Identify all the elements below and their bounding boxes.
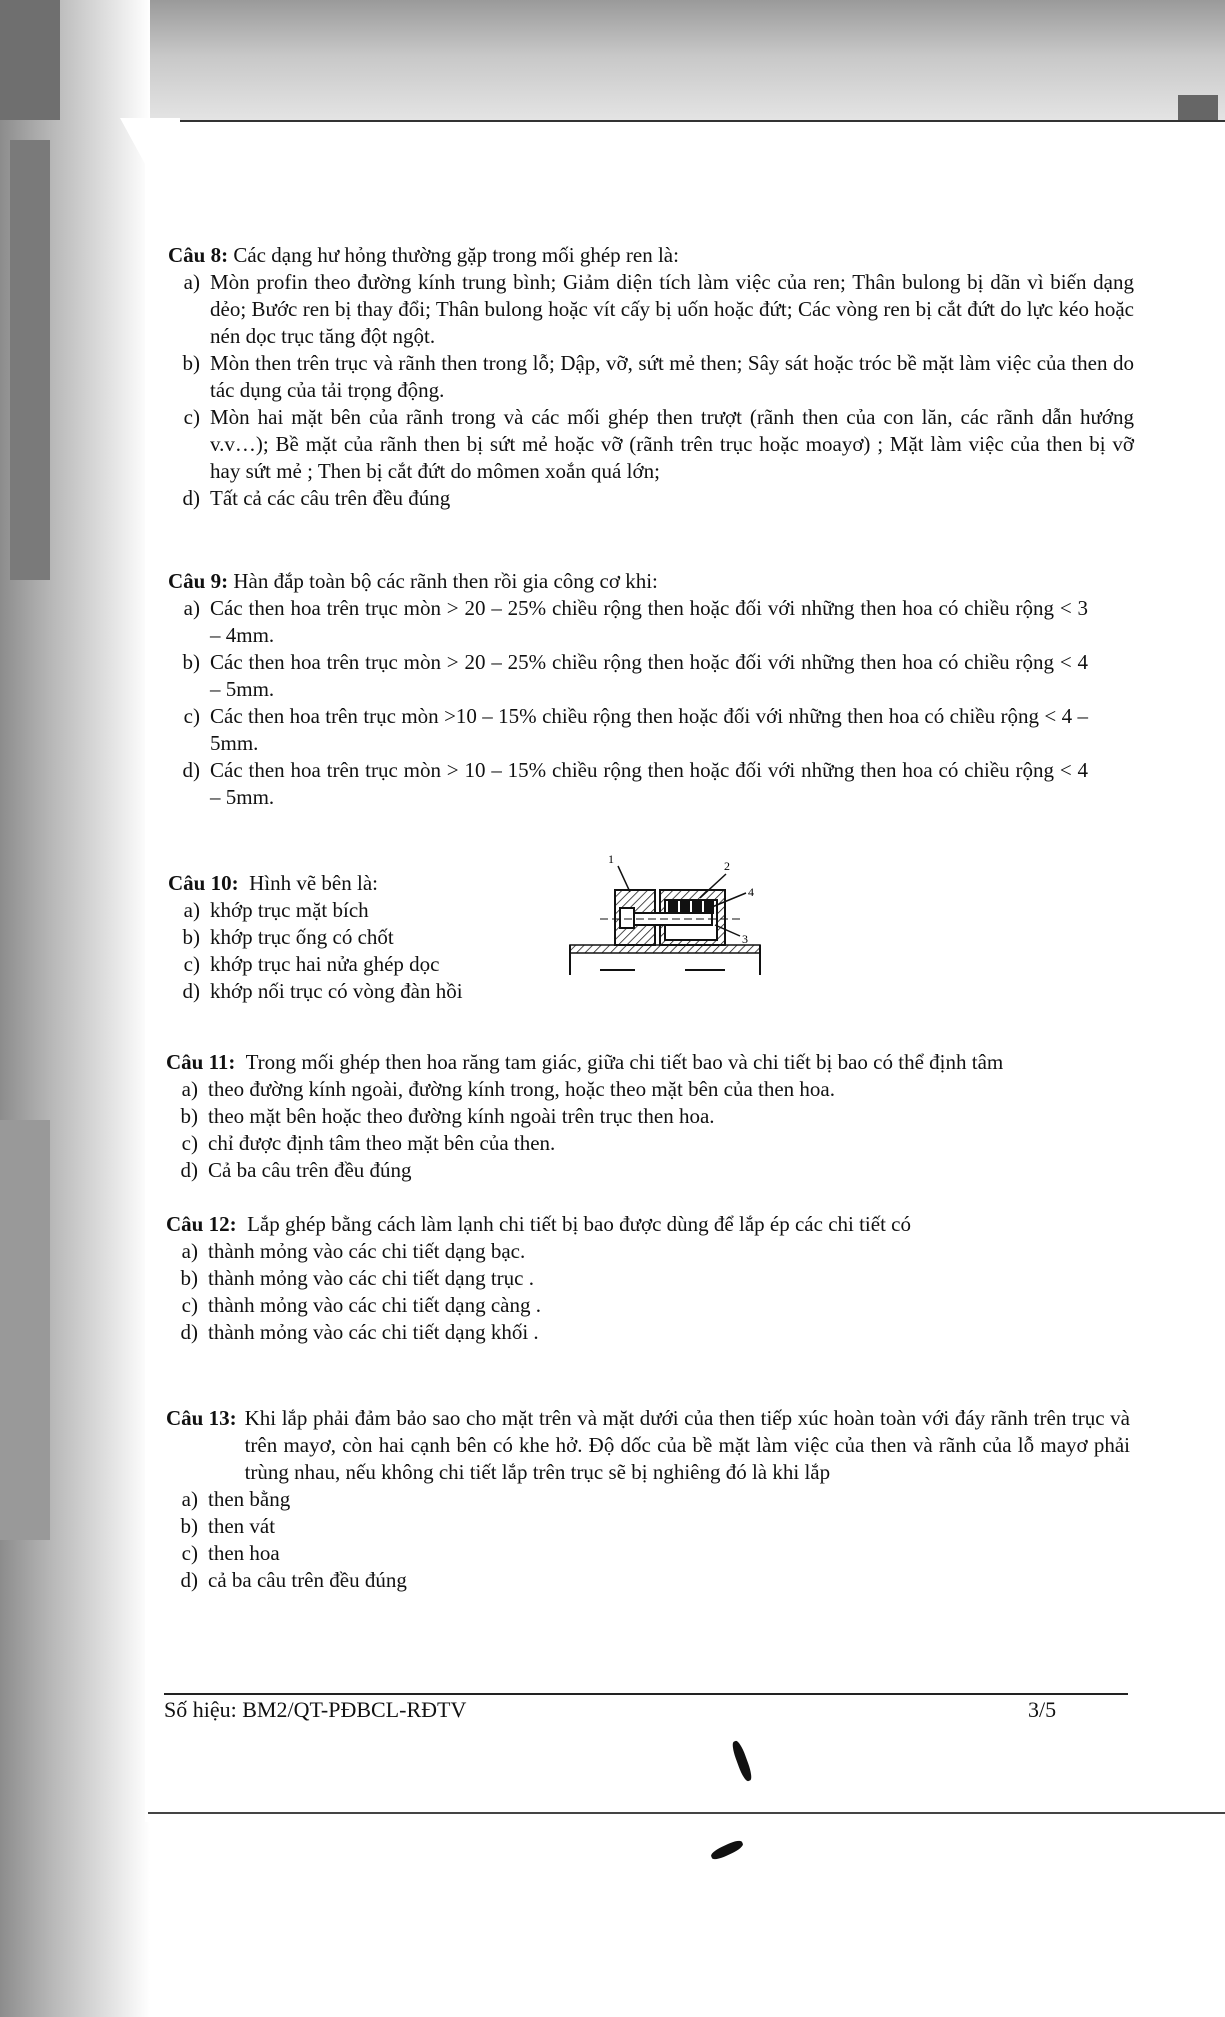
shaft: [570, 945, 760, 953]
question-label: Câu 13:: [166, 1406, 237, 1430]
option-text: thành mỏng vào các chi tiết dạng bạc.: [208, 1239, 526, 1263]
elastic-ring: [668, 900, 678, 914]
figure-label-3: 3: [742, 932, 748, 946]
option-letter: d): [182, 486, 200, 510]
option-letter: d): [180, 1158, 198, 1182]
option-text: then vát: [208, 1514, 276, 1538]
option-text: Mòn hai mặt bên của rãnh trong và các mối ghép then trượt (rãnh then của con lăn, các rãnh dẫn hướng v.v…); Bề mặt của rãnh then bị sứt mẻ hoặc vỡ (rãnh trên trục hoặc moayơ) ; Mặt làm việc của then bị vỡ hay sứt mẻ ; Then bị cắt đứt do mômen xoắn quá lớn;: [210, 405, 1134, 483]
scan-artifact: [0, 0, 60, 120]
paper-bottom-edge: [148, 1812, 1225, 1814]
option-d[interactable]: [166, 1157, 1126, 1184]
scan-shadow-top: [0, 0, 1225, 125]
question-label: Câu 9:: [168, 569, 229, 593]
question-text: Trong mối ghép then hoa răng tam giác, giữa chi tiết bao và chi tiết bị bao có thể định tâm: [245, 1050, 1004, 1074]
option-c[interactable]: [168, 951, 548, 978]
option-text: chỉ được định tâm theo mặt bên của then.: [208, 1131, 556, 1155]
option-text: thành mỏng vào các chi tiết dạng trục .: [208, 1266, 534, 1290]
option-c[interactable]: [166, 1130, 1126, 1157]
option-c[interactable]: [166, 1540, 1130, 1567]
page-number: 3/5: [1028, 1697, 1057, 1722]
question-9: [168, 568, 1088, 811]
option-text: Mòn then trên trục và rãnh then trong lỗ; Dập, vỡ, sứt mẻ then; Sây sát hoặc tróc bề mặt làm việc của then do tác dụng của tải trọng động.: [210, 351, 1134, 402]
footer-rule: [164, 1693, 1128, 1695]
option-text: thành mỏng vào các chi tiết dạng càng .: [208, 1293, 541, 1317]
option-text: Mòn profin theo đường kính trung bình; Giảm diện tích làm việc của ren; Thân bulong bị dãn vì biến dạng dẻo; Bước ren bị thay đổi; Thân bulong hoặc vít cấy bị uốn hoặc đứt; Các vòng ren bị cắt đứt do lực kéo hoặc nén dọc trục tăng đột ngột.: [210, 270, 1134, 348]
option-c[interactable]: [166, 1292, 1066, 1319]
option-text: khớp trục mặt bích: [210, 898, 369, 922]
figure-label-4: 4: [748, 885, 754, 899]
question-label: Câu 10:: [168, 871, 239, 895]
option-letter: b): [182, 650, 200, 674]
option-c[interactable]: [168, 703, 1088, 757]
option-c[interactable]: [168, 404, 1134, 485]
option-letter: c): [181, 1541, 198, 1565]
option-letter: a): [183, 898, 200, 922]
option-a[interactable]: [168, 897, 548, 924]
option-letter: b): [182, 925, 200, 949]
option-letter: d): [180, 1320, 198, 1344]
question-8: [168, 242, 1134, 512]
option-b[interactable]: [168, 350, 1134, 404]
coupling-drawing: [560, 850, 770, 980]
question-text: Khi lắp phải đảm bảo sao cho mặt trên và mặt dưới của then tiếp xúc hoàn toàn với đáy rãnh trên trục và trên mayơ, còn hai cạnh bên có khe hở. Độ dốc của bề mặt làm việc của then và rãnh của lỗ mayơ phải trùng nhau, nếu không chi tiết lắp trên trục sẽ bị nghiêng đó là khi lắp: [244, 1406, 1130, 1484]
question-label: Câu 12:: [166, 1212, 237, 1236]
question-12: [166, 1211, 1066, 1346]
option-a[interactable]: [168, 269, 1134, 350]
question-11: [166, 1049, 1126, 1184]
option-letter: a): [183, 270, 200, 294]
paper-corner: [120, 118, 180, 228]
option-text: theo đường kính ngoài, đường kính trong, hoặc theo mặt bên của then hoa.: [208, 1077, 836, 1101]
question-10: [168, 870, 548, 1005]
question-text: Các dạng hư hỏng thường gặp trong mối ghép ren là:: [233, 243, 679, 267]
option-letter: c): [183, 704, 200, 728]
question-label: Câu 11:: [166, 1050, 236, 1074]
option-letter: d): [182, 979, 200, 1003]
option-a[interactable]: [166, 1238, 1066, 1265]
ink-smudge: [709, 1838, 744, 1861]
option-d[interactable]: [168, 978, 548, 1005]
option-d[interactable]: [168, 757, 1088, 811]
option-letter: d): [182, 758, 200, 782]
option-letter: b): [180, 1266, 198, 1290]
option-a[interactable]: [166, 1076, 1126, 1103]
question-label: Câu 8:: [168, 243, 229, 267]
option-text: Các then hoa trên trục mòn > 10 – 15% chiều rộng then hoặc đối với những then hoa có chiều rộng < 4 – 5mm.: [210, 758, 1088, 809]
option-letter: b): [180, 1104, 198, 1128]
elastic-ring: [680, 900, 690, 914]
option-letter: b): [182, 351, 200, 375]
figure-label-2: 2: [724, 859, 730, 873]
option-letter: a): [181, 1239, 198, 1263]
option-text: khớp trục ống có chốt: [210, 925, 394, 949]
option-letter: a): [183, 596, 200, 620]
option-text: thành mỏng vào các chi tiết dạng khối .: [208, 1320, 539, 1344]
option-text: khớp nối trục có vòng đàn hồi: [210, 979, 463, 1003]
option-text: then bằng: [208, 1487, 291, 1511]
option-b[interactable]: [166, 1265, 1066, 1292]
option-letter: c): [183, 405, 200, 429]
option-a[interactable]: [168, 595, 1088, 649]
option-text: Tất cả các câu trên đều đúng: [210, 486, 451, 510]
option-d[interactable]: [166, 1319, 1066, 1346]
option-letter: c): [181, 1131, 198, 1155]
question-13: [166, 1405, 1130, 1594]
option-letter: b): [180, 1514, 198, 1538]
option-text: Các then hoa trên trục mòn >10 – 15% chiều rộng then hoặc đối với những then hoa có chiều rộng < 4 – 5mm.: [210, 704, 1088, 755]
option-b[interactable]: [166, 1103, 1126, 1130]
figure-label-1: 1: [608, 852, 614, 866]
option-text: then hoa: [208, 1541, 280, 1565]
option-letter: c): [183, 952, 200, 976]
scan-artifact: [0, 1120, 50, 1540]
option-text: Cả ba câu trên đều đúng: [208, 1158, 412, 1182]
elastic-ring: [692, 900, 702, 914]
coupling-figure: [560, 850, 770, 980]
option-letter: c): [181, 1293, 198, 1317]
option-b[interactable]: [166, 1513, 1130, 1540]
option-b[interactable]: [168, 924, 548, 951]
option-text: cả ba câu trên đều đúng: [208, 1568, 407, 1592]
question-text: Hàn đắp toàn bộ các rãnh then rồi gia công cơ khi:: [233, 569, 658, 593]
option-letter: a): [181, 1077, 198, 1101]
option-text: Các then hoa trên trục mòn > 20 – 25% chiều rộng then hoặc đối với những then hoa có chiều rộng < 3 – 4mm.: [210, 596, 1088, 647]
question-text: Lắp ghép bằng cách làm lạnh chi tiết bị bao được dùng để lắp ép các chi tiết có: [247, 1212, 911, 1236]
option-text: theo mặt bên hoặc theo đường kính ngoài trên trục then hoa.: [208, 1104, 715, 1128]
question-text: Hình vẽ bên là:: [249, 871, 378, 895]
option-text: khớp trục hai nửa ghép dọc: [210, 952, 440, 976]
document-code: Số hiệu: BM2/QT-PĐBCL-RĐTV: [164, 1697, 467, 1722]
option-b[interactable]: [168, 649, 1088, 703]
option-d[interactable]: [168, 485, 1134, 512]
option-letter: d): [180, 1568, 198, 1592]
option-a[interactable]: [166, 1486, 1130, 1513]
option-d[interactable]: [166, 1567, 1130, 1594]
option-letter: a): [181, 1487, 198, 1511]
option-text: Các then hoa trên trục mòn > 20 – 25% chiều rộng then hoặc đối với những then hoa có chiều rộng < 4 – 5mm.: [210, 650, 1088, 701]
scan-artifact: [10, 140, 50, 580]
